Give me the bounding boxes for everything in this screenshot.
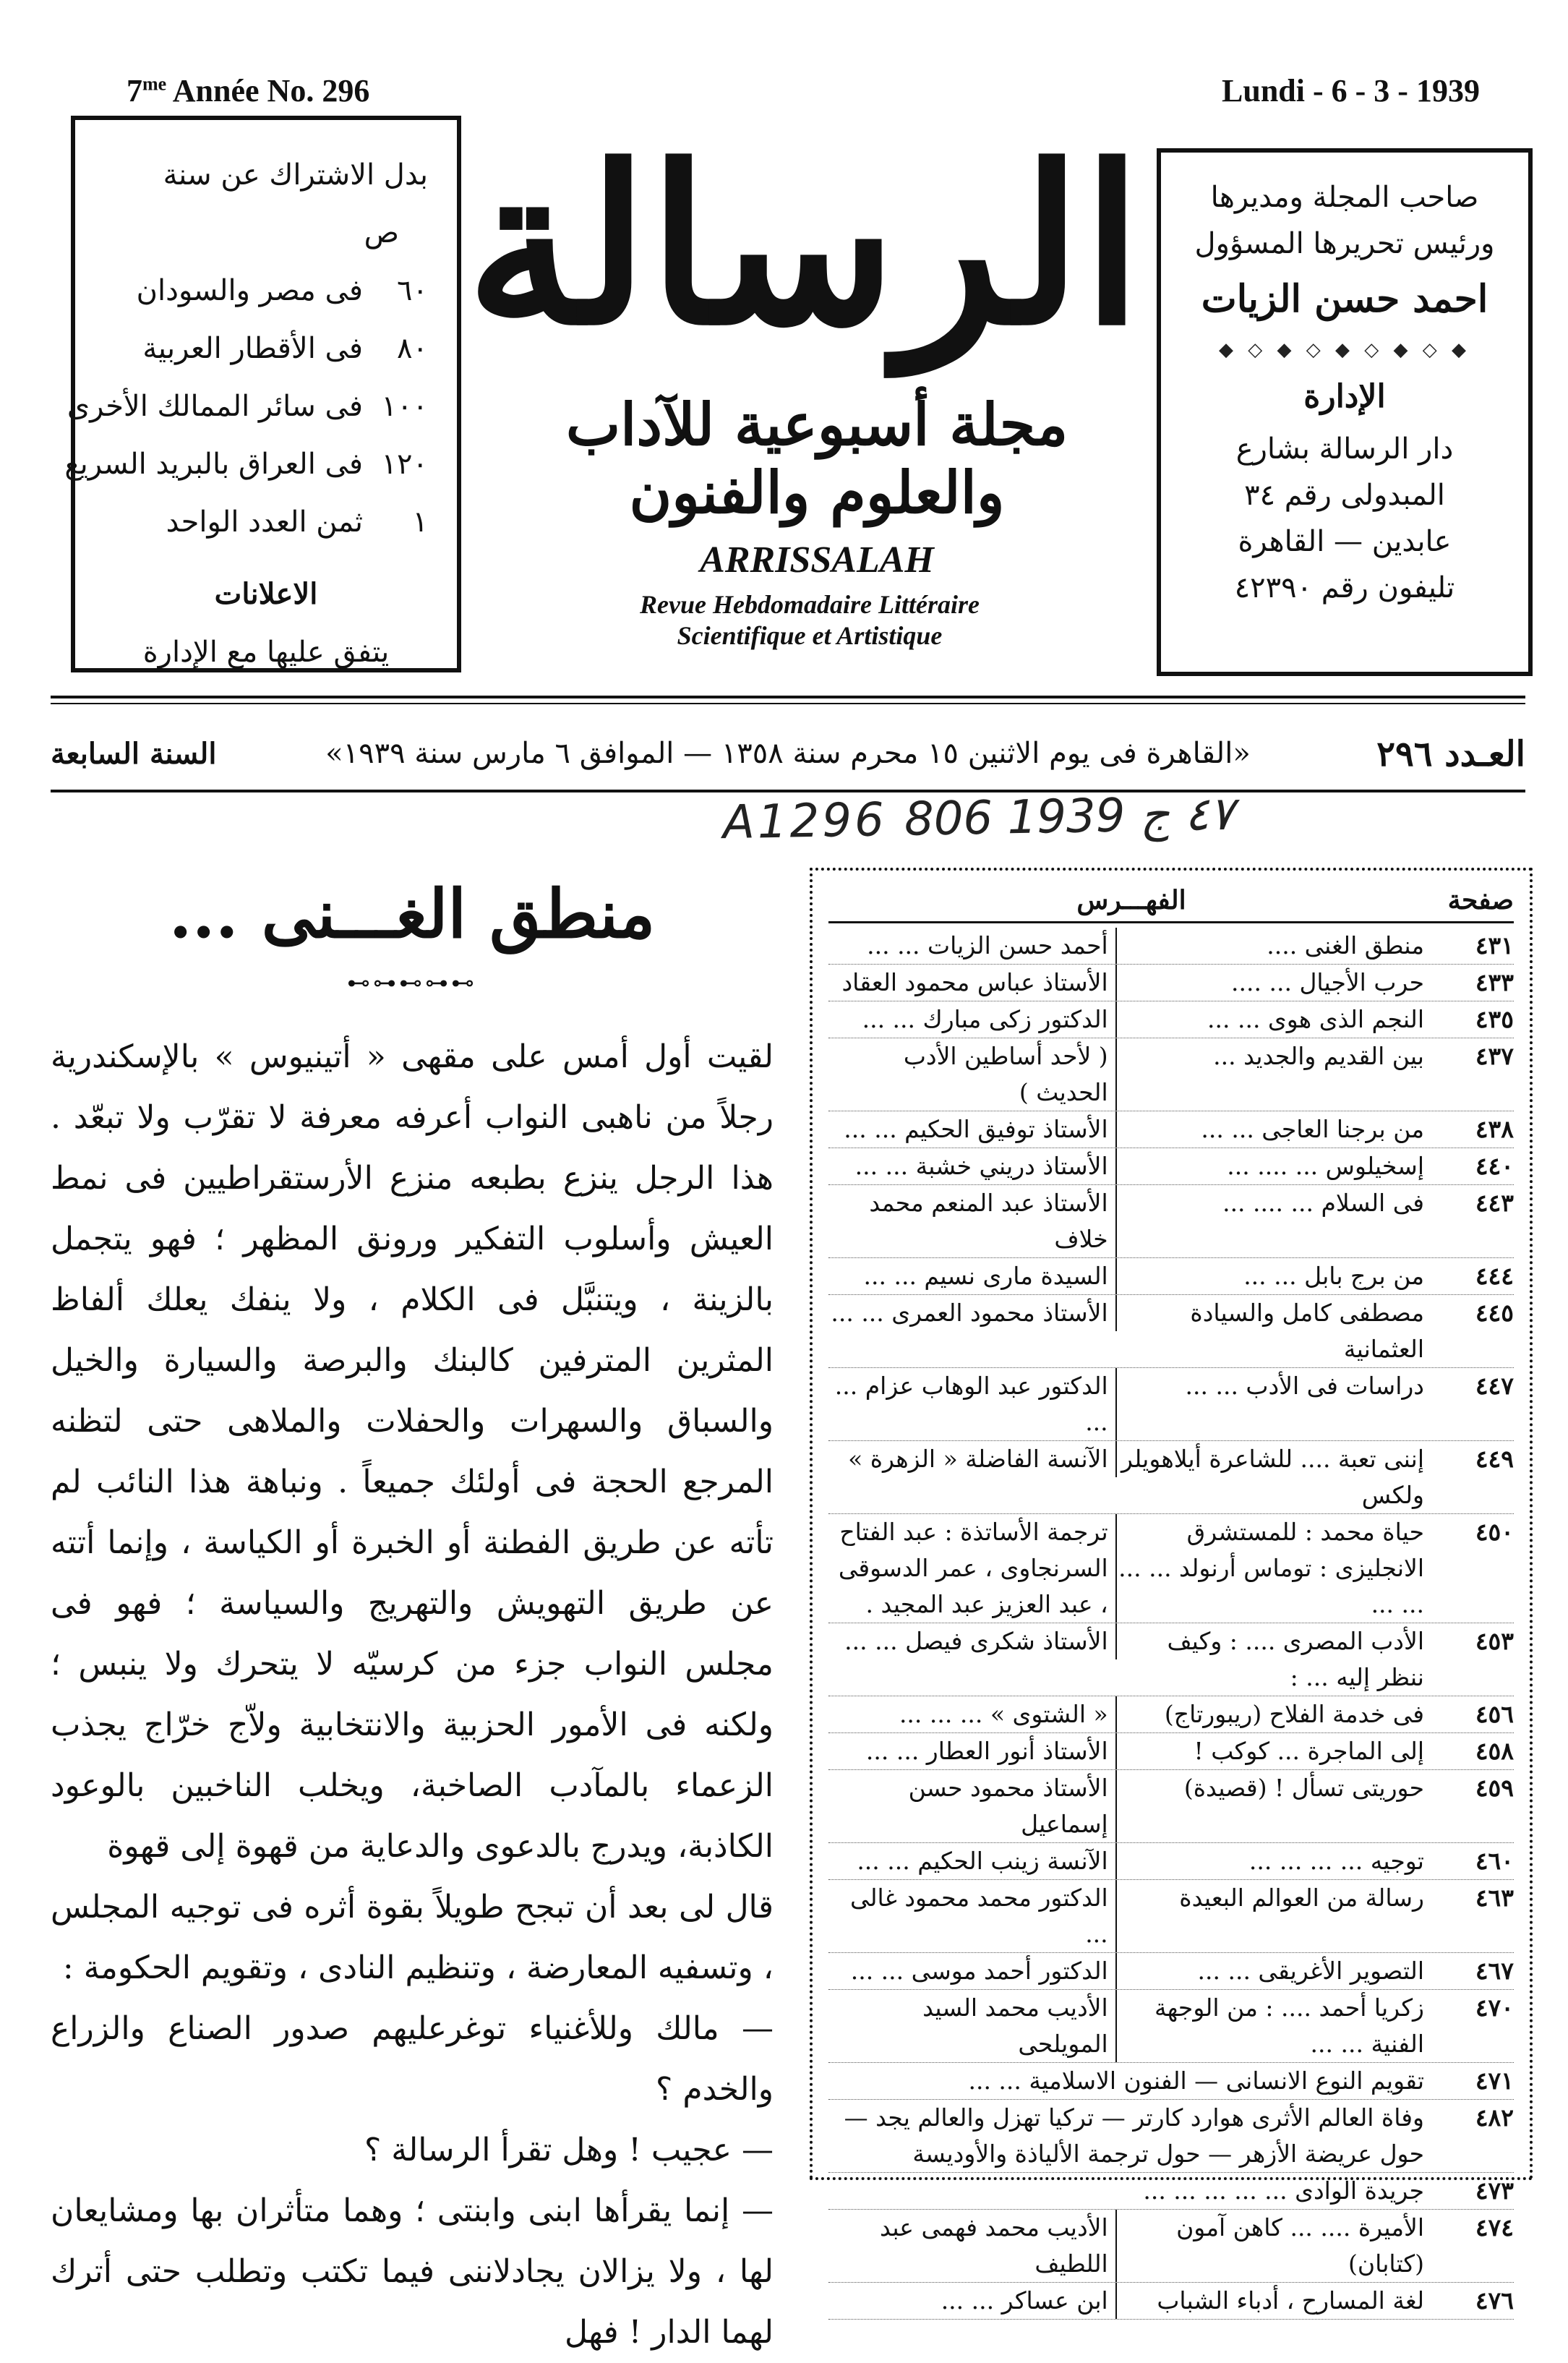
toc-entry-author: الآنسة الفاضلة « الزهرة » [828, 1441, 1117, 1477]
toc-page-number: ٤٧٠ [1475, 1994, 1514, 2022]
latin-subtitle-1: Revue Hebdomadaire Littéraire [640, 590, 980, 619]
toc-page-number: ٤٣٥ [1475, 1005, 1514, 1033]
toc-entry-title: دراسات فى الأدب ... ... [1185, 1372, 1424, 1400]
toc-entry-author: الدكتور محمد محمود غالى ... [828, 1880, 1117, 1952]
dateline-year: السنة السابعة [51, 737, 217, 771]
toc-entry-title: منطق الغنى .... [1267, 931, 1424, 960]
toc-row [828, 2100, 1514, 2173]
editor-name: احمد حسن الزيات [1201, 277, 1488, 321]
toc-row [828, 1953, 1514, 1990]
toc-entry-author: الأديب محمد السيد المويلحى [828, 1990, 1117, 2062]
toc-entry-title: بين القديم والجديد ... [1213, 1042, 1424, 1070]
toc-row [828, 1843, 1514, 1880]
toc-row [828, 1733, 1514, 1770]
article-ornament: ⊶⊷⊶⊷⊶ [347, 969, 477, 996]
toc-entry-author: الأستاذ شكرى فيصل ... ... [828, 1623, 1117, 1659]
toc-page-number: ٤٤٩ [1475, 1445, 1514, 1473]
editor-line: ورئيس تحريرها المسؤول [1194, 227, 1495, 260]
toc-row [828, 1623, 1514, 1696]
article-body [51, 1027, 774, 2363]
toc-page-number: ٤٥٠ [1475, 1518, 1514, 1546]
issue-number: $7^{me}$ Année No. 296 [127, 73, 370, 108]
toc-page-number: ٤٥٨ [1475, 1737, 1514, 1765]
divider-rule [51, 790, 1525, 792]
admin-phone: تليفون رقم ٤٢٣٩٠ [1234, 571, 1455, 604]
toc-row [828, 965, 1514, 1001]
toc-entry-author: الأستاذ توفيق الحكيم ... ... [828, 1111, 1117, 1148]
toc-entry-title: من برج بابل ... ... [1243, 1262, 1424, 1290]
toc-page-number: ٤٧٦ [1475, 2286, 1514, 2315]
toc-page-number: ٤٥٣ [1475, 1627, 1514, 1655]
price-row [104, 320, 428, 377]
toc-page-number: ٤٦٣ [1475, 1884, 1514, 1912]
toc-row [828, 1185, 1514, 1258]
toc-row [828, 1441, 1514, 1514]
price-label: فى سائر الممالك الأخرى [67, 390, 363, 423]
toc-row [828, 1258, 1514, 1295]
article-paragraph: — إنما يقرأها ابنى وابنتى ؛ وهما متأثران بها ومشايعان لها ، ولا يزالان يجادلاننى فيما تكتب وتطلب حتى أترك لهما الدار ! فهل [51, 2192, 774, 2351]
toc-entry-title: توجيه ... ... ... ... [1248, 1847, 1424, 1875]
price-label: فى العراق بالبريد السريع [64, 448, 363, 481]
toc-page-number: ٤٤٣ [1475, 1189, 1514, 1217]
toc-page-number: ٤٤٤ [1475, 1262, 1514, 1290]
toc-row [828, 928, 1514, 965]
price-label: فى الأقطار العربية [142, 332, 363, 365]
catalog-stamp: A1296 ٤٧ ج 1939 806 [722, 787, 1235, 850]
toc-entry-title: لغة المسارح ، أدباء الشباب [1157, 2286, 1424, 2315]
toc-entry-author: أحمد حسن الزيات ... ... [828, 928, 1117, 964]
masthead-title: الرسالة [466, 118, 1142, 373]
toc-page-number: ٤٥٩ [1475, 1774, 1514, 1802]
toc-page-number: ٤٣٣ [1475, 968, 1514, 996]
toc-row [828, 1880, 1514, 1953]
toc-page-number: ٤٣٧ [1475, 1042, 1514, 1070]
toc-entry-title: إلى الماجرة ... كوكب ! [1194, 1737, 1424, 1765]
toc-entry-title: جريدة الوادى ... ... ... ... ... [1143, 2176, 1424, 2205]
toc-entry-title: النجم الذى هوى ... ... [1207, 1005, 1424, 1033]
toc-entry-title: رسالة من العوالم البعيدة [1179, 1884, 1424, 1912]
table-of-contents [810, 868, 1533, 2315]
toc-entry-author: الأستاذ محمود العمرى ... ... [828, 1295, 1117, 1331]
toc-entry-author: ابن عساكر ... ... [828, 2283, 1117, 2319]
toc-entry-title: التصوير الأغريقى ... ... [1197, 1957, 1424, 1985]
toc-page-number: ٤٤٠ [1475, 1152, 1514, 1180]
price-row [104, 493, 428, 551]
divider-rule [51, 696, 1525, 698]
toc-entry-title: الأدب المصرى .... : وكيف ننظر إليه ... : [1167, 1627, 1424, 1691]
toc-row [828, 1514, 1514, 1623]
toc-entry-author: الدكتور أحمد موسى ... ... [828, 1953, 1117, 1989]
toc-page-number: ٤٥٦ [1475, 1700, 1514, 1728]
toc-entry-title: حرب الأجيال ... .... [1231, 968, 1424, 996]
article-paragraph: — مالك وللأغنياء توغرعليهم صدور الصناع والزراع والخدم ؟ [51, 2010, 774, 2108]
toc-entry-author: الأديب محمد فهمى عبد اللطيف [828, 2210, 1117, 2282]
dateline-bar [51, 734, 1525, 792]
admin-title: الإدارة [1303, 378, 1386, 415]
latin-subtitle-2: Scientifique et Artistique [677, 621, 943, 650]
toc-entry-author: « الشتوى » ... ... ... [828, 1696, 1117, 1732]
toc-page-number: ٤٦٧ [1475, 1957, 1514, 1985]
price-value: ٦٠ [397, 274, 428, 307]
subscription-box [64, 116, 461, 672]
price-label: فى مصر والسودان [136, 274, 363, 307]
toc-entry-author: الدكتور زكى مبارك ... ... [828, 1001, 1117, 1038]
price-value: ١٢٠ [381, 448, 428, 481]
article-paragraph: قال لى بعد أن تبجح طويلاً بقوة أثره فى توجيه المجلس ، وتسفيه المعارضة ، وتنظيم النادى ، وتقويم الحكومة : [51, 1889, 774, 1986]
toc-entry-title: حوريتى تسأل ! (قصيدة) [1183, 1774, 1424, 1802]
toc-page-number: ٤٨٢ [1475, 2103, 1514, 2132]
price-row [67, 377, 428, 435]
owner-line: صاحب المجلة ومديرها [1210, 181, 1479, 214]
toc-entry-author: الأستاذ دريني خشبة ... ... [828, 1148, 1117, 1184]
article-title: منطق الغـــنى ... [168, 875, 656, 953]
toc-list [828, 928, 1514, 2320]
masthead-subtitle: مجلة أسبوعية للآداب والعلوم والفنون [565, 390, 1068, 526]
dateline-text: «القاهرة فى يوم الاثنين ١٥ محرم سنة ١٣٥٨ — الموافق ٦ مارس سنة ١٩٣٩» [325, 737, 1251, 770]
toc-entry-title: وفاة العالم الأثرى هوارد كارتر — تركيا تهزل والعالم يجد — حول عريضة الأزهر — حول ترجمة الألياذة والأوديسة [844, 2103, 1424, 2168]
price-value: ١٠٠ [381, 390, 428, 423]
toc-row [828, 2173, 1514, 2210]
price-row [64, 435, 428, 493]
toc-entry-title: تقويم النوع الانسانى — الفنون الاسلامية ... ... [968, 2067, 1424, 2095]
price-value: ١ [412, 505, 428, 539]
subscription-title: بدل الاشتراك عن سنة [163, 158, 428, 192]
toc-page-number: ٤٦٠ [1475, 1847, 1514, 1875]
toc-page-number: ٤٣٨ [1475, 1115, 1514, 1143]
toc-entry-author: ( لأحد أساطين الأدب الحديث ) [828, 1038, 1117, 1111]
article-paragraph: — عجيب ! وهل تقرأ الرسالة ؟ [364, 2132, 774, 2168]
toc-row [828, 2210, 1514, 2283]
toc-page-number: ٤٧١ [1475, 2067, 1514, 2095]
ornament-divider: ◆ ◇ ◆ ◇ ◆ ◇ ◆ ◇ ◆ [1218, 339, 1471, 361]
toc-entry-author: الأستاذ أنور العطار ... ... [828, 1733, 1117, 1769]
toc-entry-author: الأستاذ عباس محمود العقاد [828, 965, 1117, 1001]
article-paragraph: لقيت أول أمس على مقهى « أتينيوس » بالإسكندرية رجلاً من ناهبى النواب أعرفه معرفة لا تقرّب ولا تبعّد . هذا الرجل ينزع بطبعه منزع الأرستقراطيين فى نمط العيش وأسلوب التفكير ورونق المظهر ؛ فهو يتجمل بالزينة ، ويتنبَّل فى الكلام ، ولا ينفك يعلك ألفاظ المثرين المترفين كالبنك والبرصة والسيارة والخيل والسباق والسهرات والحفلات والملاهى حتى لتظنه المرجع الحجة فى أولئك جميعاً . ونباهة هذا النائب لم تأته عن طريق الفطنة أو الخبرة أو الكياسة ، وإنما أتته عن طريق التهويش والتهريج والسياسة ؛ فهو فى مجلس النواب جزء من كرسيّه لا يتحرك ولا ينبس ؛ ولكنه فى الأمور الحزبية والانتخابية ولاّج خرّاج يجذب الزعماء بالمآدب الصاخبة، ويخلب الناخبين بالوعود الكاذبة، ويدرج بالدعوى والدعاية من قهوة إلى قهوة [51, 1038, 774, 1865]
toc-page-number: ٤٤٧ [1475, 1372, 1514, 1400]
toc-page-header: صفحة [1447, 885, 1514, 915]
toc-entry-title: فى السلام ... .... ... [1222, 1189, 1424, 1217]
ads-title: الاعلانات [214, 577, 318, 611]
toc-entry-author: الآنسة زينب الحكيم ... ... [828, 1843, 1117, 1879]
toc-row [828, 2063, 1514, 2100]
toc-page-number: ٤٤٥ [1475, 1299, 1514, 1327]
admin-district: عابدين — القاهرة [1238, 525, 1452, 558]
toc-row [828, 2283, 1514, 2320]
toc-entry-author: ترجمة الأساتذة : عبد الفتاح السرنجاوى ، عمر الدسوقى ، عبد العزيز عبد المجيد . [828, 1514, 1117, 1623]
ads-note: يتفق عليها مع الإدارة [142, 636, 390, 669]
toc-page-number: ٤٧٣ [1475, 2176, 1514, 2205]
toc-row [828, 1148, 1514, 1185]
toc-row [828, 1111, 1514, 1148]
toc-entry-title: إننى تعبة .... للشاعرة أيلاهويلر ولكس [1121, 1445, 1424, 1509]
price-row [104, 262, 428, 320]
toc-row [828, 1295, 1514, 1368]
toc-entry-title: الأميرة .... ... كاهن آمون (كتابان) [1176, 2213, 1424, 2278]
latin-name: ARRISSALAH [700, 539, 934, 581]
toc-row [828, 1368, 1514, 1441]
divider-rule [51, 703, 1525, 704]
toc-entry-title: فى خدمة الفلاح (ريبورتاج) [1164, 1700, 1424, 1728]
toc-page-number: ٤٣١ [1475, 931, 1514, 960]
toc-row [828, 1696, 1514, 1733]
toc-row [828, 1001, 1514, 1038]
toc-header [828, 885, 1514, 923]
date-line: Lundi - 6 - 3 - 1939 [1222, 73, 1480, 108]
toc-entry-author: الأستاذ محمود حسن إسماعيل [828, 1770, 1117, 1842]
toc-row [828, 1038, 1514, 1111]
admin-address: دار الرسالة بشارع المبدولى رقم ٣٤ [1235, 432, 1454, 512]
toc-row [828, 1990, 1514, 2063]
currency-mark: ص [364, 216, 399, 249]
management-box [1157, 148, 1533, 676]
toc-entry-title: زكريا أحمد .... : من الوجهة الفنية ... ... [1154, 1994, 1424, 2058]
dateline-issue: العـدد ٢٩٦ [1376, 734, 1525, 774]
toc-entry-author: الأستاذ عبد المنعم محمد خلاف [828, 1185, 1117, 1257]
price-label: ثمن العدد الواحد [166, 505, 363, 539]
toc-title: الفهـــرس [1076, 885, 1186, 915]
toc-entry-title: إسخيلوس ... .... ... [1227, 1152, 1424, 1180]
toc-page-number: ٤٧٤ [1475, 2213, 1514, 2242]
toc-entry-title: من برجنا العاجى ... ... [1201, 1115, 1424, 1143]
toc-row [828, 1770, 1514, 1843]
toc-entry-author: الدكتور عبد الوهاب عزام ... ... [828, 1368, 1117, 1440]
toc-entry-title: مصطفى كامل والسيادة العثمانية [1190, 1299, 1424, 1363]
toc-entry-title: حياة محمد : للمستشرق الانجليزى : توماس أرنولد ... ... ... ... [1118, 1518, 1424, 1618]
price-value: ٨٠ [397, 332, 428, 365]
toc-entry-author: السيدة مارى نسيم ... ... [828, 1258, 1117, 1294]
article [51, 860, 774, 2351]
